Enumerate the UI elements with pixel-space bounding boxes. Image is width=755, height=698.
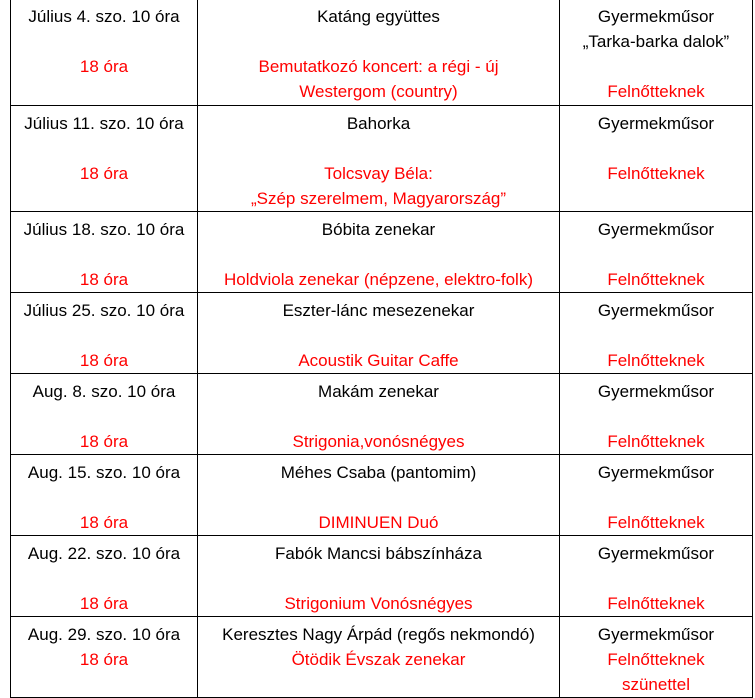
audience-kids: Gyermekműsor (597, 113, 715, 133)
audience-adults: Felnőtteknek (607, 82, 705, 101)
audience-adults: Felnőtteknek (607, 269, 705, 289)
evening-time: 18 óra (79, 593, 129, 613)
program-cell (198, 373, 560, 454)
evening-time: 18 óra (79, 57, 129, 76)
date-cell (11, 373, 198, 454)
evening-time: 18 óra (79, 269, 129, 289)
kids-program: Méhes Csaba (pantomim) (280, 462, 477, 482)
evening-time: 18 óra (79, 350, 129, 370)
date-time: Július 11. szo. 10 óra (24, 113, 184, 133)
audience-adults: Felnőtteknek (607, 350, 705, 370)
program-cell (198, 292, 560, 373)
audience-cell (560, 535, 753, 616)
audience-kids: Gyermekműsor (597, 624, 715, 644)
adult-program: „Szép szerelmem, Magyarország” (250, 188, 507, 208)
schedule-row (11, 211, 753, 292)
audience-kids: Gyermekműsor (597, 381, 715, 401)
adult-program: DIMINUEN Duó (318, 512, 439, 532)
schedule-row (11, 535, 753, 616)
adult-program: Westergom (country) (299, 82, 458, 101)
audience-adults: Felnőtteknek (607, 649, 705, 669)
program-cell (198, 535, 560, 616)
audience-cell (560, 292, 753, 373)
kids-program: Bahorka (346, 113, 411, 133)
date-cell (11, 105, 198, 211)
audience-cell (560, 616, 753, 697)
adult-program: Ötödik Évszak zenekar (291, 649, 466, 669)
date-cell (11, 0, 198, 105)
program-cell (198, 0, 560, 105)
schedule-row (11, 454, 753, 535)
audience-cell (560, 105, 753, 211)
audience-kids-subtitle: „Tarka-barka dalok” (582, 32, 730, 51)
adult-program: Holdviola zenekar (népzene, elektro-folk) (224, 269, 533, 289)
audience-kids: Gyermekműsor (597, 7, 715, 26)
kids-program: Eszter-lánc mesezenekar (282, 300, 475, 320)
kids-program: Fabók Mancsi bábszínháza (275, 543, 482, 563)
program-cell (198, 211, 560, 292)
audience-adults: Felnőtteknek (607, 512, 705, 532)
schedule-row (11, 292, 753, 373)
program-cell (198, 105, 560, 211)
date-cell (11, 616, 198, 697)
audience-kids: Gyermekműsor (597, 219, 715, 239)
program-schedule-table (10, 0, 753, 698)
schedule-row (11, 105, 753, 211)
audience-cell (560, 211, 753, 292)
audience-kids: Gyermekműsor (597, 300, 715, 320)
date-cell (11, 292, 198, 373)
kids-program: Bóbita zenekar (321, 219, 436, 239)
evening-time: 18 óra (79, 431, 129, 451)
date-time: Július 25. szo. 10 óra (23, 300, 185, 320)
kids-program: Keresztes Nagy Árpád (regős nekmondó) (222, 624, 535, 644)
evening-time: 18 óra (79, 649, 129, 669)
schedule-row (11, 616, 753, 697)
adult-program: Strigonium Vonósnégyes (284, 593, 473, 613)
audience-adults-note: szünettel (621, 674, 691, 694)
audience-adults: Felnőtteknek (607, 593, 705, 613)
evening-time: 18 óra (79, 163, 129, 183)
schedule-row (11, 0, 753, 105)
adult-program: Bemutatkozó koncert: a régi - új (258, 57, 499, 76)
schedule-row (11, 373, 753, 454)
kids-program: Katáng együttes (317, 7, 440, 26)
date-time: Aug. 29. szo. 10 óra (27, 624, 181, 644)
date-cell (11, 211, 198, 292)
evening-time: 18 óra (79, 512, 129, 532)
adult-program: Strigonia,vonósnégyes (292, 431, 465, 451)
audience-cell (560, 0, 753, 105)
adult-program: Acoustik Guitar Caffe (298, 350, 459, 370)
date-cell (11, 535, 198, 616)
adult-program: Tolcsvay Béla: (324, 163, 433, 183)
date-cell (11, 454, 198, 535)
date-time: Aug. 15. szo. 10 óra (27, 462, 181, 482)
audience-adults: Felnőtteknek (607, 163, 705, 183)
program-cell (198, 616, 560, 697)
program-cell (198, 454, 560, 535)
date-time: Aug. 8. szo. 10 óra (32, 381, 176, 401)
kids-program: Makám zenekar (318, 381, 439, 401)
date-time: Július 4. szo. 10 óra (28, 7, 180, 26)
date-time: Július 18. szo. 10 óra (23, 219, 185, 239)
audience-kids: Gyermekműsor (597, 543, 715, 563)
audience-adults: Felnőtteknek (607, 431, 705, 451)
audience-cell (560, 454, 753, 535)
audience-cell (560, 373, 753, 454)
date-time: Aug. 22. szo. 10 óra (27, 543, 181, 563)
audience-kids: Gyermekműsor (597, 462, 715, 482)
